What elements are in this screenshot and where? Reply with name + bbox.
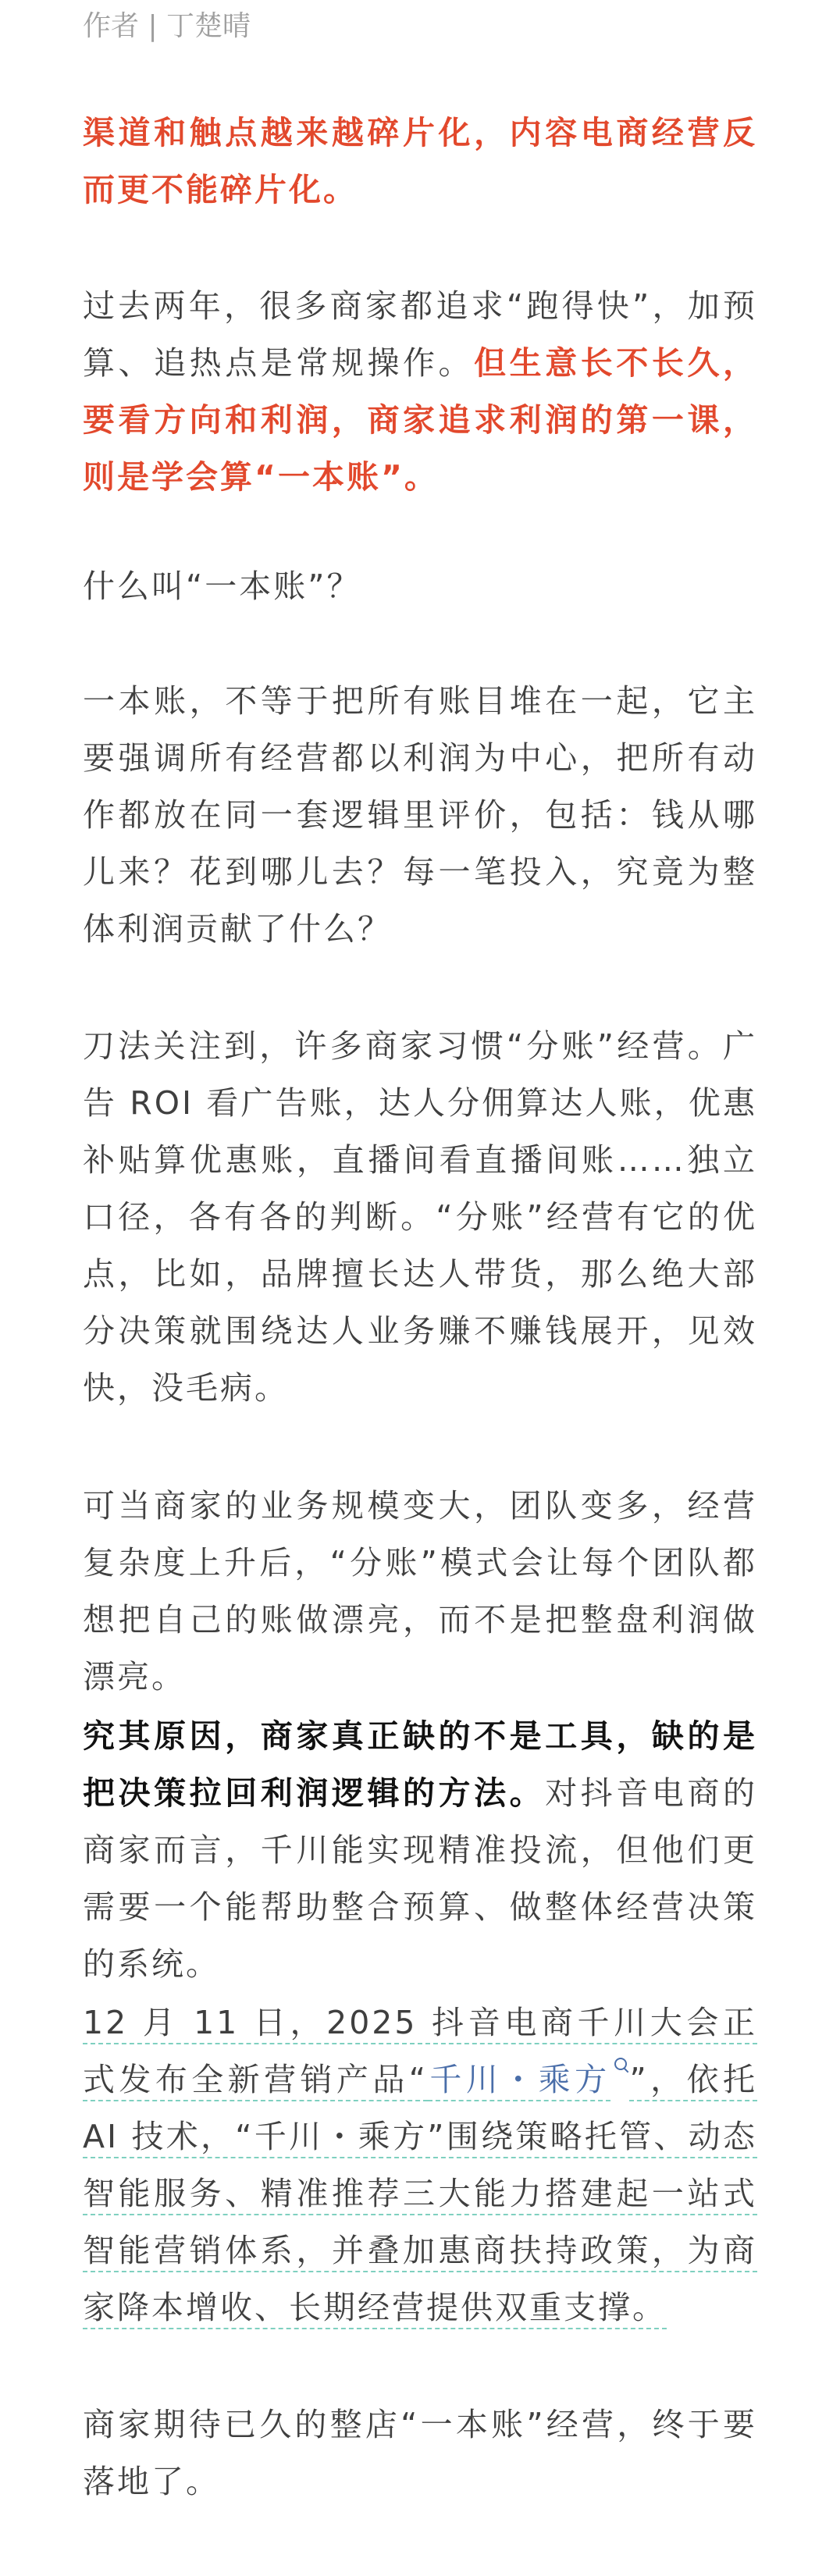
product-link[interactable]: 千川・乘方 xyxy=(428,2061,611,2098)
event-text-end: ”，依托 AI 技术，“千川・乘方”围绕策略托管、动态智能服务、精准推荐三大能力搭建起一站式智能营销体系，并叠加惠商扶持政策，为商家降本增收、长期经营提供双重支撑。 xyxy=(83,2061,757,2326)
paragraph-root-cause xyxy=(83,1708,757,1993)
lead-paragraph: 渠道和触点越来越碎片化，内容电商经营反而更不能碎片化。 xyxy=(83,114,757,208)
highlight-text: 但生意长不长久，要看方向和利润，商家追求利润的第一课，则是学会算“一本账”。 xyxy=(83,344,758,496)
search-icon[interactable] xyxy=(613,2056,630,2075)
paragraph-split-accounts: 刀法关注到，许多商家习惯“分账”经营。广告 ROI 看广告账，达人分佣算达人账，优惠补贴算优惠账，直播间看直播间账……独立口径，各有各的判断。“分账”经营有它的优点，比如，品牌擅长达人带货，那么绝大部分决策就围绕达人业务赚不赚钱展开，见效快，没毛病。 xyxy=(83,1027,757,1407)
paragraph-closing: 商家期待已久的整店“一本账”经营，终于要落地了。 xyxy=(83,2406,757,2500)
paragraph-one-ledger-definition: 一本账，不等于把所有账目堆在一起，它主要强调所有经营都以利润为中心，把所有动作都放在同一套逻辑里评价，包括：钱从哪儿来？花到哪儿去？每一笔投入，究竟为整体利润贡献了什么？ xyxy=(83,682,757,948)
paragraph-text: 过去两年，很多商家都追求“跑得快”，加预算、追热点是常规操作。 xyxy=(83,287,757,382)
paragraph-scale-up: 可当商家的业务规模变大，团队变多，经营复杂度上升后，“分账”模式会让每个团队都想把自己的账做漂亮，而不是把整盘利润做漂亮。 xyxy=(83,1487,757,1695)
event-text-start: 12 月 11 日，2025 抖音电商千川大会正式发布全新营销产品“ xyxy=(83,2004,757,2098)
paragraph-question: 什么叫“一本账”？ xyxy=(83,568,361,605)
bold-text: 究其原因，商家真正缺的不是工具，缺的是把决策拉回利润逻辑的方法。 xyxy=(83,1717,757,1812)
paragraph-event-announcement xyxy=(83,1994,757,2336)
paragraph-running-fast xyxy=(83,278,757,506)
author-byline: 作者 | 丁楚晴 xyxy=(83,10,251,42)
paragraph-text: 对抖音电商的商家而言，千川能实现精准投流，但他们更需要一个能帮助整合预算、做整体经营决策的系统。 xyxy=(83,1774,758,1983)
